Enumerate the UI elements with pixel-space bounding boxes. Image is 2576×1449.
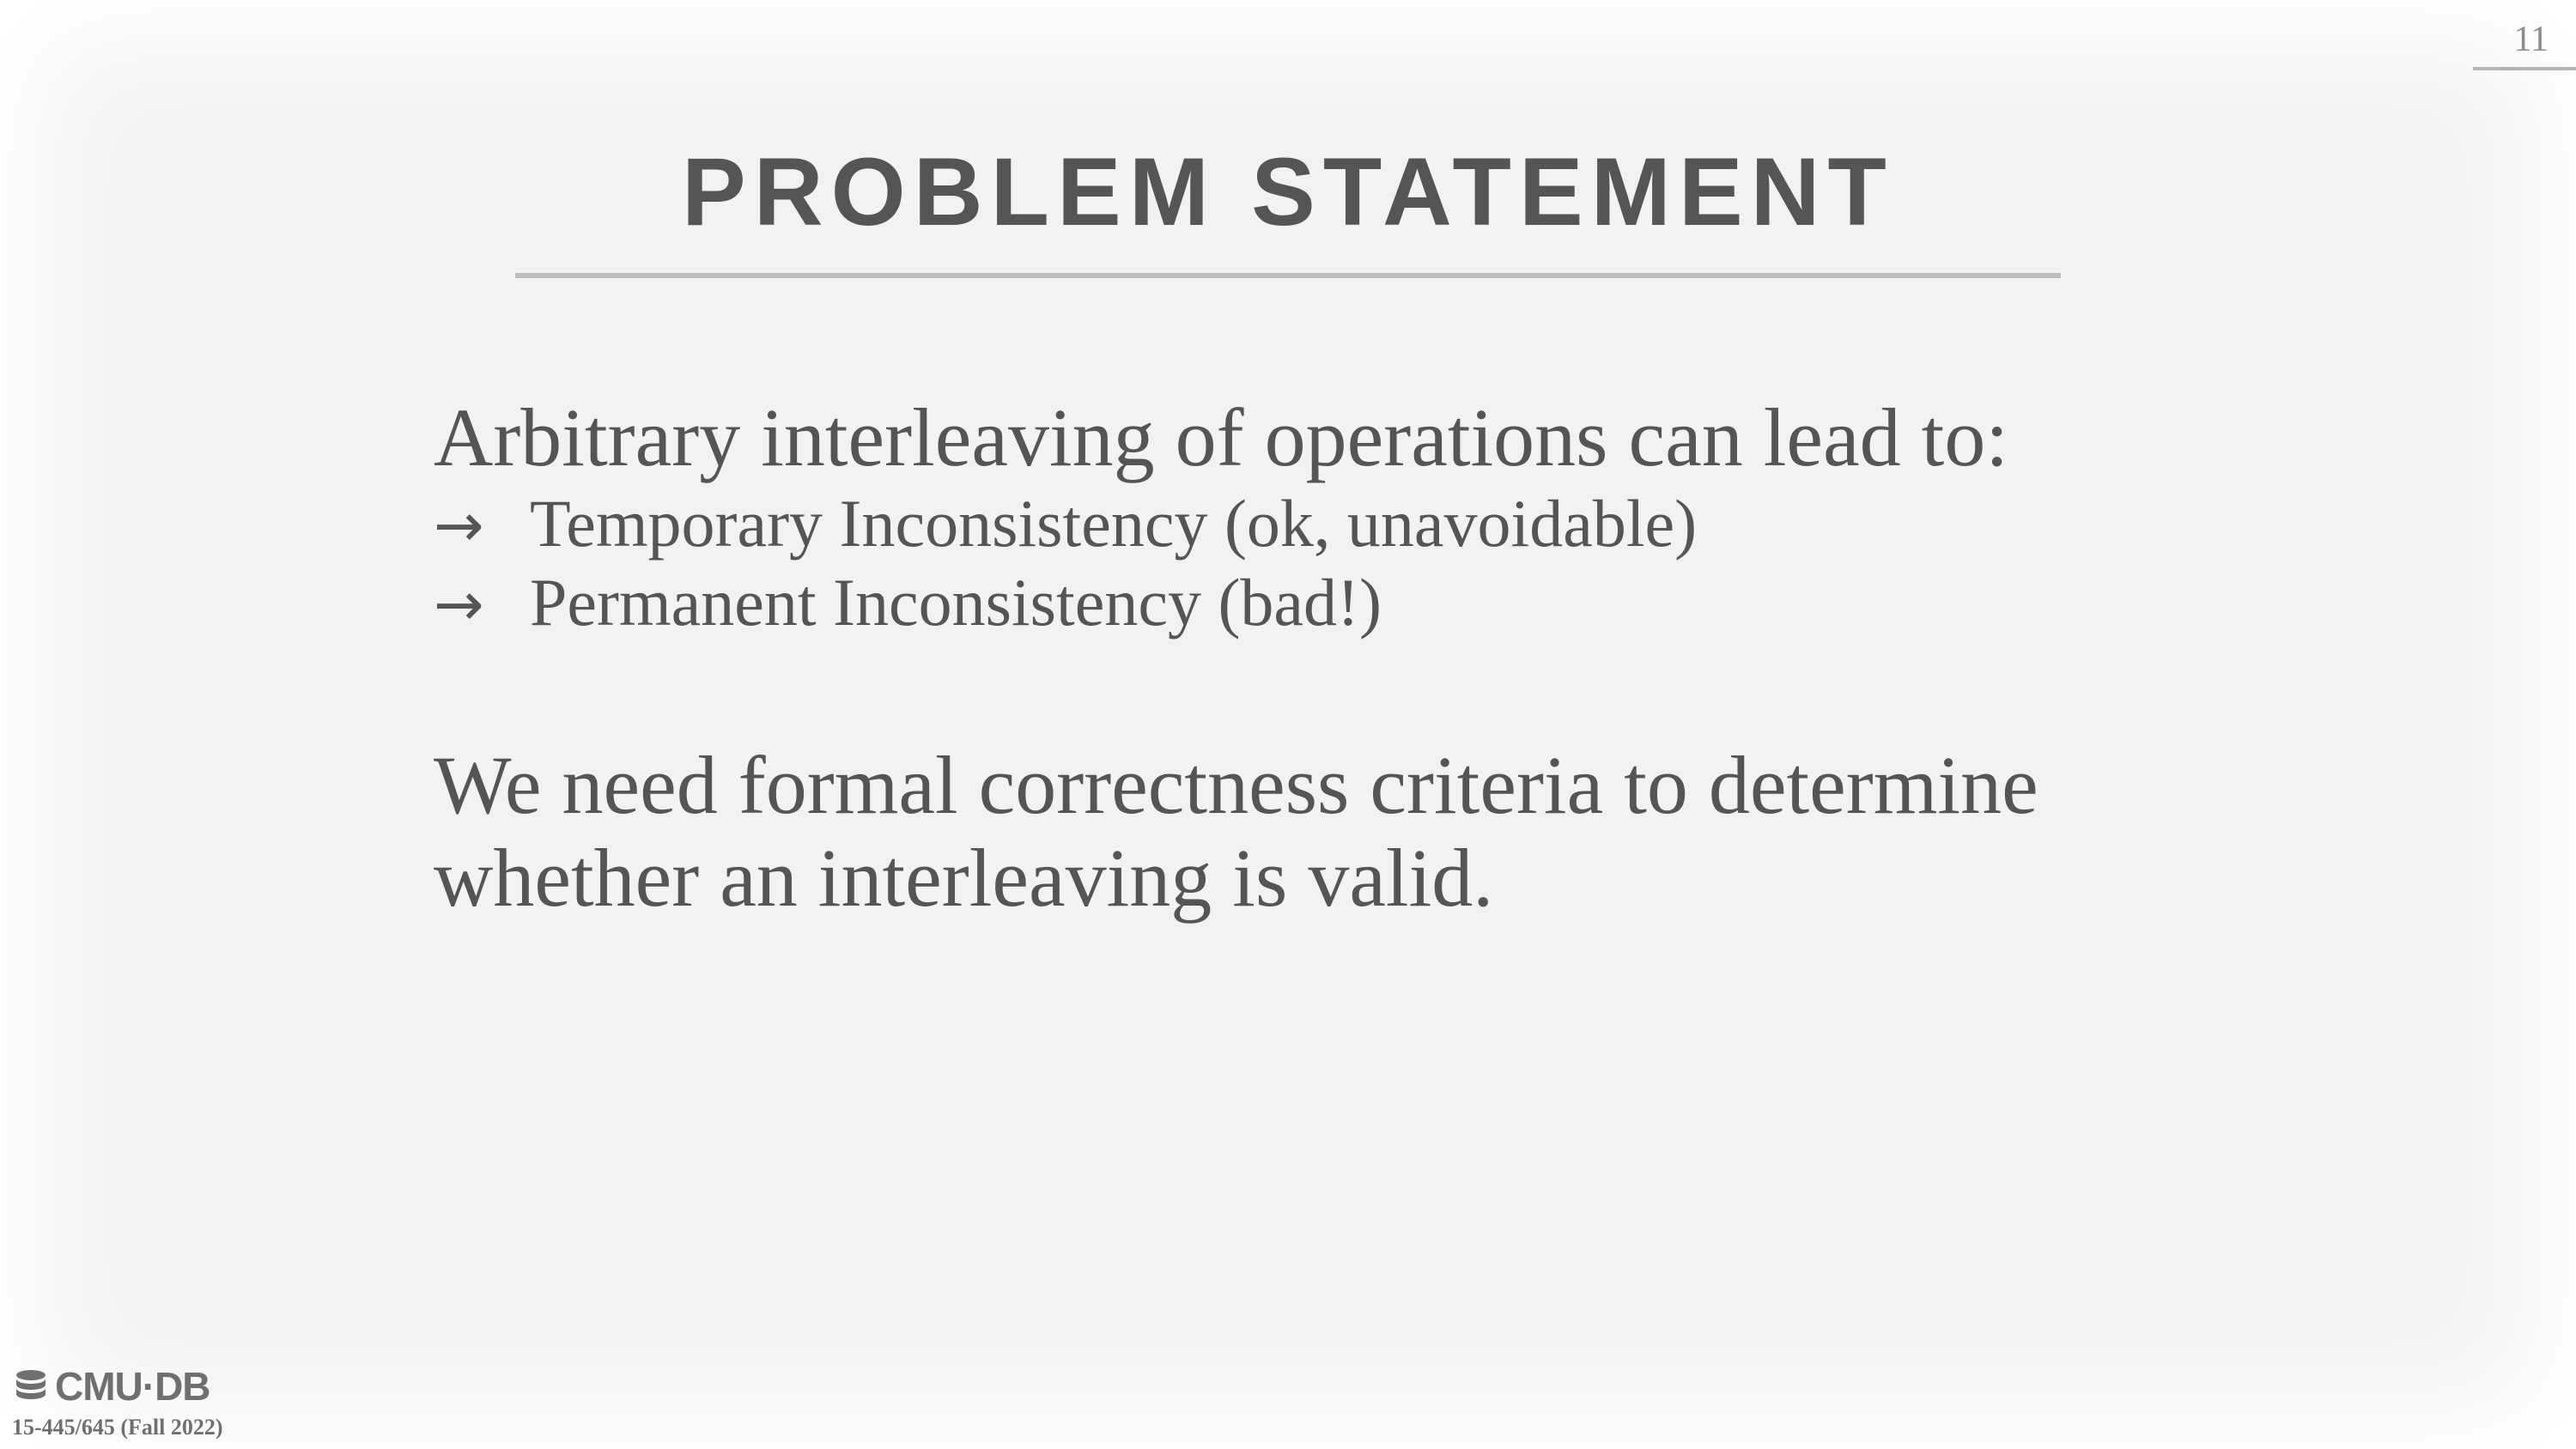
bullet-item — [434, 564, 2151, 643]
page-number-underline — [2473, 67, 2576, 70]
page-number: 11 — [2513, 20, 2549, 59]
logo-text: CMU·DB — [55, 1364, 210, 1409]
course-label: 15-445/645 (Fall 2022) — [12, 1415, 223, 1440]
arrow-icon: → — [434, 490, 484, 561]
title-underline — [515, 273, 2061, 278]
cmu-db-logo — [12, 1363, 210, 1410]
bullet-list — [434, 485, 2151, 643]
slide-body — [434, 391, 2151, 925]
bullet-text: Permanent Inconsistency (bad!) — [530, 565, 1382, 640]
bullet-text: Temporary Inconsistency (ok, unavoidable) — [530, 486, 1698, 561]
bullet-item — [434, 485, 2151, 564]
conclusion-paragraph: We need formal correctness criteria to determine whether an interleaving is valid. — [434, 739, 2038, 924]
lead-text: Arbitrary interleaving of operations can lead to: — [434, 391, 2008, 483]
slide-title: PROBLEM STATEMENT — [682, 138, 1894, 246]
arrow-icon: → — [434, 569, 484, 640]
database-icon — [12, 1367, 50, 1405]
